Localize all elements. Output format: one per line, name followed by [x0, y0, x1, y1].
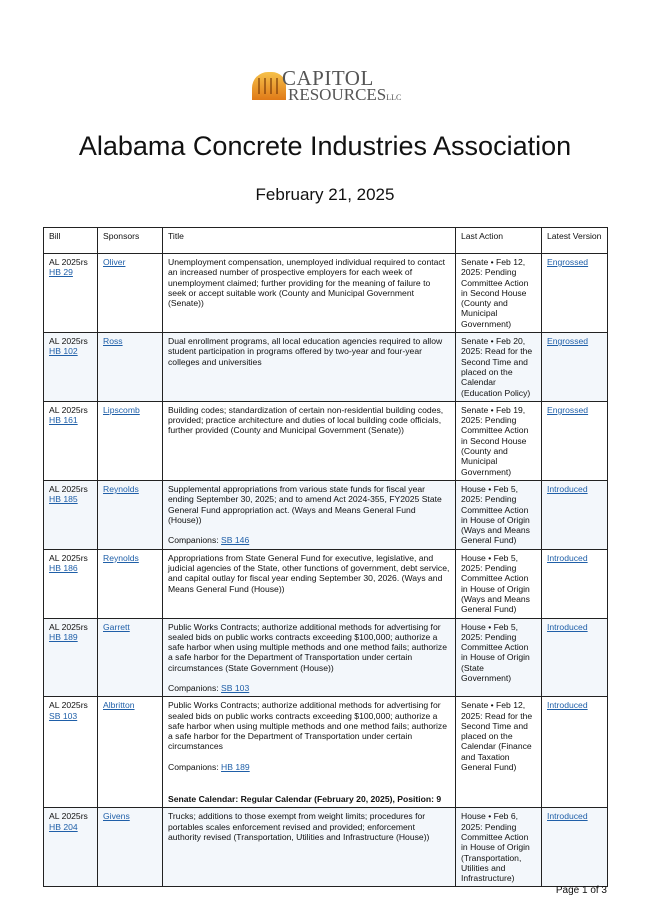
last-action-cell: [456, 697, 542, 808]
page-number: Page 1 of 3: [555, 885, 607, 896]
last-action: Senate • Feb 19, 2025: Pending Committee Action in Second House (County and Municipal Government): [461, 404, 529, 477]
table-row: [44, 401, 608, 480]
title-cell: [163, 254, 456, 333]
last-action: House • Feb 5, 2025: Pending Committee Action in House of Origin (Ways and Means General Fund): [461, 552, 530, 615]
companions: [168, 683, 450, 693]
sponsor-cell: [98, 480, 163, 549]
version-cell: [542, 697, 608, 808]
bill-session: AL 2025rs: [49, 483, 88, 494]
bill-link[interactable]: SB 103: [49, 710, 78, 721]
last-action-cell: [456, 480, 542, 549]
last-action: Senate • Feb 12, 2025: Pending Committee Action in Second House (County and Municipal Government): [461, 257, 529, 329]
bill-session: AL 2025rs: [49, 257, 88, 267]
bill-session: AL 2025rs: [49, 700, 88, 711]
logo-line2: [288, 85, 401, 105]
bill-session: AL 2025rs: [49, 621, 88, 632]
last-action-cell: [456, 401, 542, 480]
bill-session: AL 2025rs: [49, 404, 88, 415]
bill-link[interactable]: HB 186: [49, 563, 78, 574]
sponsor-link[interactable]: Oliver: [103, 257, 126, 267]
bill-title: Building codes; standardization of certain non-residential building codes, provided; practice architecture and duties of local building code officials, further provided (County and Municipal Government (Senate)): [168, 404, 444, 436]
title-cell: [163, 333, 456, 402]
bill-title: Public Works Contracts; authorize additional methods for advertising for sealed bids on public works contracts exceeding $100,000; authorize a safe harbor when using multiple methods and one method fails; authorize a safe harbor for the Department of Transportation under certain circumstances (State Government (House)): [168, 621, 447, 673]
capitol-dome-icon: [252, 72, 286, 100]
table-row: [44, 254, 608, 333]
version-cell: [542, 808, 608, 887]
companion-link[interactable]: HB 189: [221, 761, 250, 772]
companions-label: Companions:: [168, 682, 219, 693]
table-row: [44, 618, 608, 697]
version-cell: [542, 333, 608, 402]
bill-title: Supplemental appropriations from various state funds for fiscal year ending September 30, 2025; and to amend Act 2024-355, FY2025 State General Fund appropriation act. (Ways and Means General Fund (House)): [168, 483, 442, 525]
companions: [168, 762, 450, 772]
table-row: [44, 697, 608, 808]
page-title: Alabama Concrete Industries Association: [78, 131, 572, 161]
sponsor-link[interactable]: Reynolds: [103, 552, 139, 563]
last-action-cell: [456, 254, 542, 333]
bill-title: Trucks; additions to those exempt from weight limits; procedures for portables scales enforcement revised and provided; enforcement authority revised (Transportation, Utilities and Infrastructure (House)): [168, 811, 430, 842]
sponsor-link[interactable]: Ross: [103, 336, 123, 347]
last-action: Senate • Feb 12, 2025: Read for the Second Time and placed on the Calendar (Finance and Taxation General Fund): [461, 700, 533, 773]
bill-title: Appropriations from State General Fund for executive, legislative, and judicial agencies of the State, other functions of government, debt service, and capital outlay for fiscal year ending September 30, 2026. (Ways and Means General Fund (House)): [168, 552, 450, 594]
bill-cell: [44, 333, 98, 402]
last-action: Senate • Feb 20, 2025: Read for the Second Time and placed on the Calendar (Education Policy): [461, 336, 533, 398]
version-cell: [542, 254, 608, 333]
version-cell: [542, 401, 608, 480]
logo-line1: CAPITOL: [282, 66, 374, 90]
bill-cell: [44, 549, 98, 618]
capitol-resources-logo: [252, 66, 402, 106]
last-action-cell: [456, 549, 542, 618]
logo-line2-text: RESOURCES: [288, 85, 387, 104]
header-title: Title: [163, 228, 456, 254]
last-action-cell: [456, 808, 542, 887]
sponsor-link[interactable]: Albritton: [103, 700, 135, 711]
sponsor-link[interactable]: Givens: [103, 811, 130, 822]
bill-link[interactable]: HB 185: [49, 494, 78, 505]
bill-cell: [44, 480, 98, 549]
bill-link[interactable]: HB 204: [49, 821, 78, 832]
last-action: House • Feb 5, 2025: Pending Committee Action in House of Origin (State Government): [461, 621, 530, 683]
bill-cell: [44, 618, 98, 697]
logo-suffix: LLC: [386, 93, 402, 102]
table-row: [44, 333, 608, 402]
companions: [168, 535, 450, 545]
companions-label: Companions:: [168, 761, 219, 772]
calendar-note: Senate Calendar: Regular Calendar (February 20, 2025), Position: 9: [168, 794, 442, 805]
table-row: [44, 480, 608, 549]
bill-cell: [44, 808, 98, 887]
report-date: February 21, 2025: [255, 185, 395, 204]
sponsor-cell: [98, 333, 163, 402]
bill-cell: [44, 697, 98, 808]
bill-title: Dual enrollment programs, all local education agencies required to allow student participation in programs offered by two-year and four-year colleges and universities: [168, 336, 443, 367]
bill-title: Unemployment compensation, unemployed individual required to contact an increased number of prospective employers for each week of unemployment claimed; further providing for the meaning of failure to seek or accept suitable work (County and Municipal Government (Senate)): [168, 257, 446, 309]
companions-label: Companions:: [168, 535, 219, 546]
title-cell: [163, 480, 456, 549]
bill-link[interactable]: HB 189: [49, 631, 78, 642]
sponsor-link[interactable]: Reynolds: [103, 483, 139, 494]
title-cell: [163, 618, 456, 697]
version-cell: [542, 549, 608, 618]
title-cell: [163, 697, 456, 808]
header-latest-version: Latest Version: [542, 228, 608, 254]
title-cell: [163, 808, 456, 887]
sponsor-cell: [98, 401, 163, 480]
latest-version-link[interactable]: Introduced: [547, 700, 588, 711]
version-cell: [542, 618, 608, 697]
sponsor-cell: [98, 254, 163, 333]
header-last-action: Last Action: [456, 228, 542, 254]
sponsor-cell: [98, 697, 163, 808]
sponsor-cell: [98, 808, 163, 887]
header-sponsors: Sponsors: [98, 228, 163, 254]
bill-session: AL 2025rs: [49, 336, 88, 347]
latest-version-link[interactable]: Engrossed: [547, 336, 589, 347]
sponsor-link[interactable]: Garrett: [103, 621, 130, 632]
last-action: House • Feb 6, 2025: Pending Committee Action in House of Origin (Transportation, Utilities and Infrastructure): [461, 811, 530, 884]
latest-version-link[interactable]: Engrossed: [547, 404, 589, 415]
bill-link[interactable]: HB 29: [49, 267, 73, 278]
title-cell: [163, 401, 456, 480]
last-action: House • Feb 5, 2025: Pending Committee Action in House of Origin (Ways and Means General Fund): [461, 483, 530, 546]
latest-version-link[interactable]: Introduced: [547, 811, 588, 822]
version-cell: [542, 480, 608, 549]
companion-link[interactable]: SB 146: [221, 535, 250, 546]
bill-cell: [44, 401, 98, 480]
sponsor-cell: [98, 549, 163, 618]
companion-link[interactable]: SB 103: [221, 682, 250, 693]
bill-link[interactable]: HB 161: [49, 415, 78, 426]
latest-version-link[interactable]: Engrossed: [547, 257, 589, 267]
bill-title: Public Works Contracts; authorize additional methods for advertising for sealed bids on public works contracts exceeding $100,000; authorize a safe harbor when using multiple methods and one method fails; authorize a safe harbor for the Department of Transportation under certain circumstances: [168, 700, 447, 752]
table-row: [44, 549, 608, 618]
latest-version-link[interactable]: Introduced: [547, 552, 588, 563]
bill-link[interactable]: HB 102: [49, 346, 78, 357]
last-action-cell: [456, 618, 542, 697]
bills-table: [43, 227, 608, 887]
table-row: [44, 808, 608, 887]
header-bill: Bill: [44, 228, 98, 254]
bill-cell: [44, 254, 98, 333]
bill-session: AL 2025rs: [49, 552, 88, 563]
sponsor-link[interactable]: Lipscomb: [103, 404, 140, 415]
last-action-cell: [456, 333, 542, 402]
latest-version-link[interactable]: Introduced: [547, 483, 588, 494]
bill-session: AL 2025rs: [49, 811, 88, 822]
latest-version-link[interactable]: Introduced: [547, 621, 588, 632]
sponsor-cell: [98, 618, 163, 697]
table-header-row: [44, 228, 608, 254]
title-cell: [163, 549, 456, 618]
